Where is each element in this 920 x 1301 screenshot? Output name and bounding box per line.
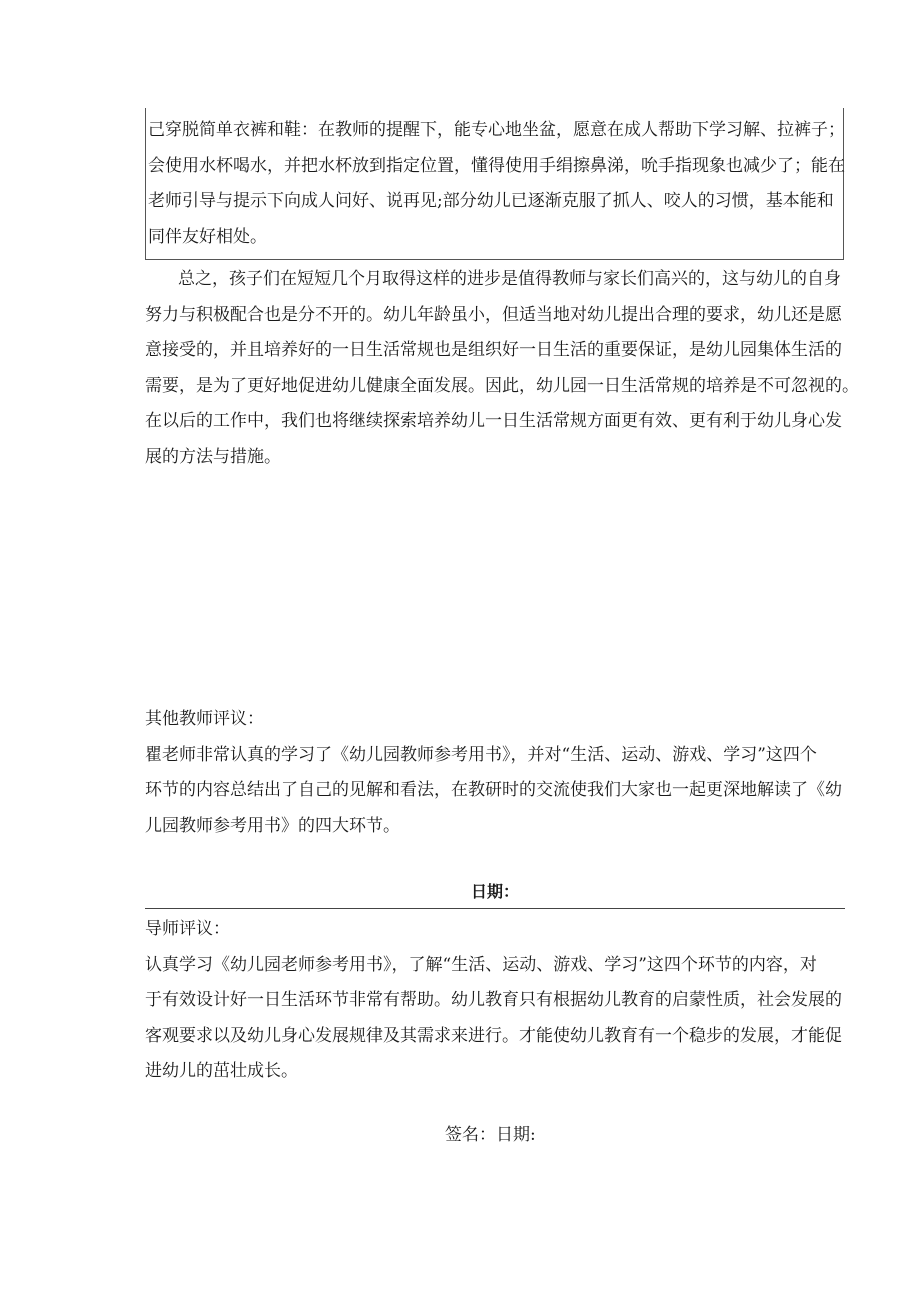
other-teachers-heading: 其他教师评议： <box>145 709 264 729</box>
paragraph-line: 儿园教师参考用书》的四大环节。 <box>145 815 400 836</box>
paragraph-line: 展的方法与措施。 <box>145 446 281 467</box>
paragraph-line: 客观要求以及幼儿身心发展规律及其需求来进行。才能使幼儿教育有一个稳步的发展，才能促 <box>145 1025 842 1046</box>
paragraph-line: 总之，孩子们在短短几个月取得这样的进步是值得教师与家长们高兴的，这与幼儿的自身 <box>178 269 841 289</box>
paragraph-line: 意接受的，并且培养好的一日生活常规也是组织好一日生活的重要保证，是幼儿园集体生活的 <box>145 340 842 360</box>
continued-paragraph <box>146 113 845 255</box>
paragraph-line: 老师引导与提示下向成人问好、说再见;部分幼儿已逐渐克服了抓人、咬人的习惯，基本能和 <box>148 191 834 211</box>
paragraph-line: 会使用水杯喝水，并把水杯放到指定位置，懂得使用手绢擦鼻涕，吮手指现象也减少了；能在 <box>148 155 845 176</box>
mentor-heading: 导师评议： <box>145 919 230 939</box>
signature-date-line: 签名：日期: <box>445 1125 536 1145</box>
paragraph-line: 进幼儿的茁壮成长。 <box>145 1061 298 1081</box>
paragraph-line: 于有效设计好一日生活环节非常有帮助。幼儿教育只有根据幼儿教育的启蒙性质，社会发展的 <box>145 990 842 1010</box>
continued-text-box <box>145 108 844 260</box>
paragraph-line: 瞿老师非常认真的学习了《幼儿园教师参考用书》，并对“生活、运动、游戏、学习”这四个 <box>145 744 817 765</box>
other-teachers-review <box>145 702 845 844</box>
paragraph-line: 需要，是为了更好地促进幼儿健康全面发展。因此，幼儿园一日生活常规的培养是不可忽视的。 <box>145 375 859 396</box>
summary-paragraph <box>145 262 859 475</box>
paragraph-line: 在以后的工作中，我们也将继续探索培养幼儿一日生活常规方面更有效、更有利于幼儿身心发 <box>145 411 842 431</box>
paragraph-line: 己穿脱简单衣裤和鞋：在教师的提醒下，能专心地坐盆，愿意在成人帮助下学习解、拉裤子； <box>148 120 845 140</box>
paragraph-line: 环节的内容总结出了自己的见解和看法，在教研时的交流使我们大家也一起更深地解读了《幼 <box>145 780 842 800</box>
paragraph-line: 努力与积极配合也是分不开的。幼儿年龄虽小，但适当地对幼儿提出合理的要求，幼儿还是愿 <box>145 304 842 325</box>
paragraph-line: 同伴友好相处。 <box>148 226 267 247</box>
mentor-review <box>145 912 845 1090</box>
date-field: 日期： <box>145 876 845 909</box>
paragraph-line: 认真学习《幼儿园老师参考用书》，了解“生活、运动、游戏、学习”这四个环节的内容，对 <box>145 954 817 975</box>
